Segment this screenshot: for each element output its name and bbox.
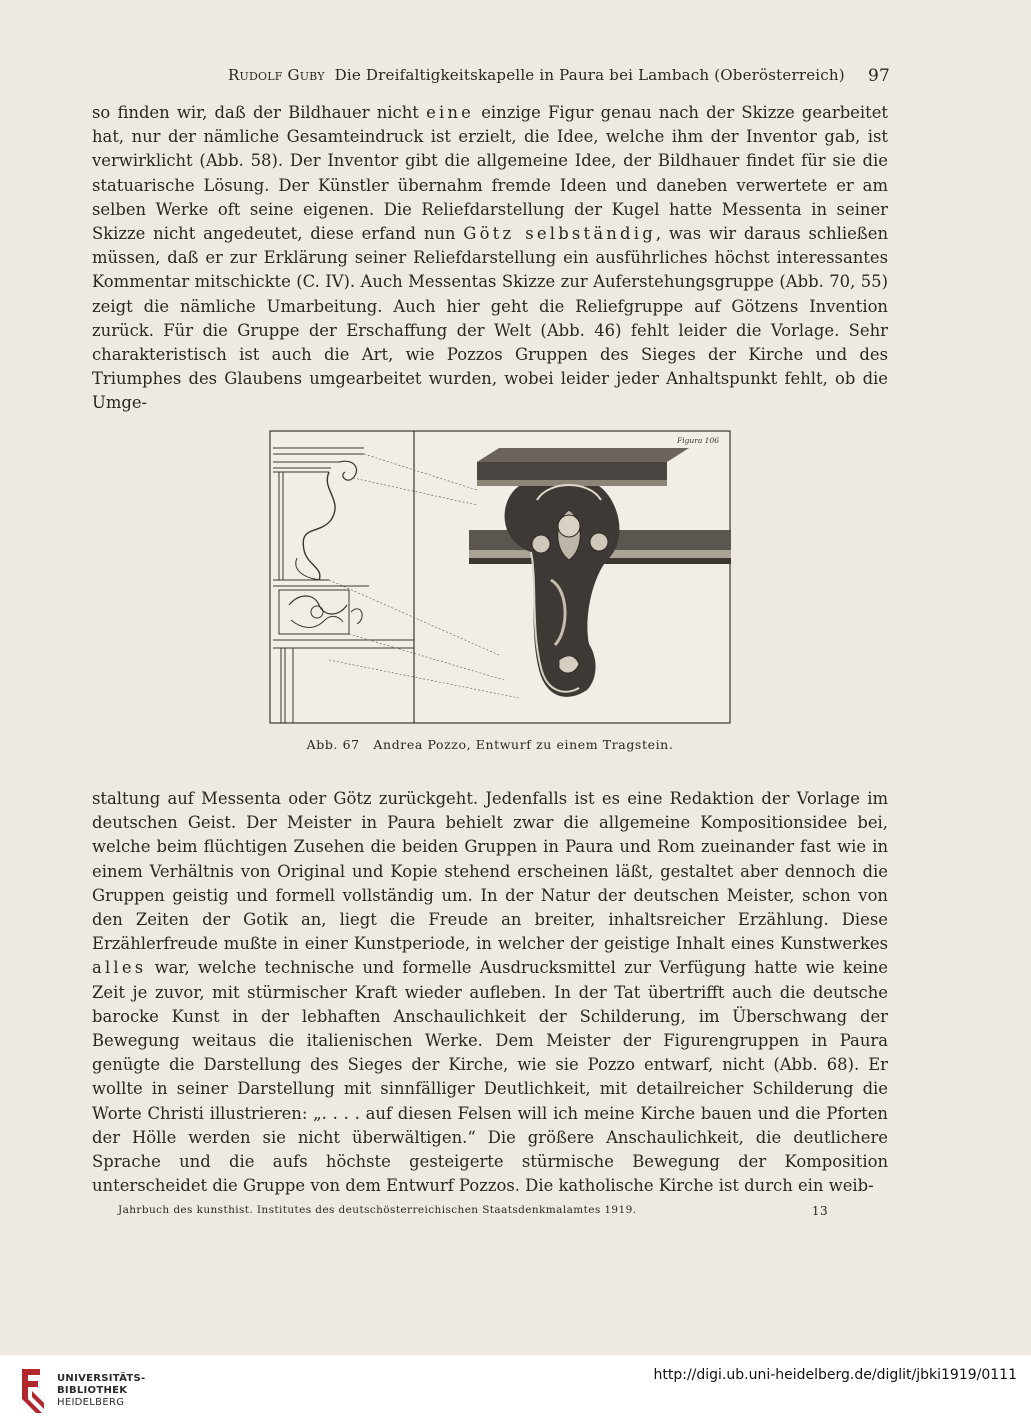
paragraph-1-part-b: einzige Figur genau nach der Skizze gearbeitet hat, nur der nämliche Gesamteindruck ist erzielt, die Idee, welche ihm der Inventor gab, ist verwirklicht (Abb. 58). Der Inventor gibt die allgemeine Idee, der Bildhauer findet für sie die statuarische Lösung. Der Künstler übernahm fremde Ideen und daneben verwertete er am selben Werke oft seine eigenen. Die Reliefdarstellung der Kugel hatte Messenta in seiner Skizze nicht angedeutet, diese erfand nun: [92, 103, 888, 244]
projection-lines: [329, 454, 519, 698]
paragraph-1: [92, 101, 888, 416]
library-name: [57, 1373, 146, 1409]
paragraph-2-part-b: war, welche technische und formelle Ausdrucksmittel zur Verfügung hatte wie keine Zeit je zuvor, mit stürmischer Kraft wieder aufleben. In der Tat übertrifft auch die deutsche barocke Kunst in der lebhaften Anschaulichkeit der Schilderung, im Überschwang der Bewegung weitaus die italienischen Werke. Dem Meister der Figurengruppen in Paura genügte die Darstellung des Sieges der Kirche, wie sie Pozzo entwarf, nicht (Abb. 68). Er wollte in seiner Darstellung mit sinnfälliger Deutlichkeit, mit detailreicher Schilderung die Worte Christi illustrieren: „. . . . auf diesen Felsen will ich meine Kirche bauen und die Pforten der Hölle werden sie nicht überwältigen.“ Die größere Anschaulichkeit, die deutlichere Sprache und die aufs höchste gesteigerte stürmische Bewegung der Komposition unterscheidet die Gruppe von dem Entwurf Pozzos. Die katholische Kirche ist durch ein weib-: [92, 958, 888, 1196]
figure-engraving: [269, 430, 731, 724]
permalink-url[interactable]: http://digi.ub.uni-heidelberg.de/diglit/jbki1919/0111: [653, 1367, 1017, 1383]
library-name-line3: HEIDELBERG: [57, 1397, 125, 1408]
library-name-line1: UNIVERSITÄTS-: [57, 1373, 146, 1384]
paragraph-1-part-a: so finden wir, daß der Bildhauer nicht: [92, 103, 427, 122]
page-footer: [118, 1204, 828, 1224]
emphasis-alles: alles: [92, 958, 147, 978]
library-banner: [0, 1355, 1031, 1428]
profile-elevation-drawing: [273, 448, 414, 723]
paragraph-1-part-c: , was wir daraus schließen müssen, daß er zur Erklärung seiner Reliefdarstellung ein ausführliches höchst interessantes Kommentar mitschickte (C. IV). Auch Messentas Skizze zur Auferstehungsgruppe (Abb. 70, 55) zeigt die nämliche Umarbeitung. Auch hier geht die Reliefgruppe auf Götzens Invention zurück. Für die Gruppe der Erschaffung der Welt (Abb. 46) fehlt leider die Vorlage. Sehr charakteristisch ist auch die Art, wie Pozzos Gruppen des Sieges der Kirche und des Triumphes des Glaubens umgearbeitet wurden, wobei leider jeder Anhaltspunkt fehlt, ob die Umge-: [92, 224, 889, 413]
running-title: [228, 66, 845, 84]
header-title: Die Dreifaltigkeitskapelle in Paura bei Lambach (Oberösterreich): [334, 66, 845, 84]
header-author: Rudolf Guby: [228, 66, 325, 84]
corbel-perspective-drawing: [469, 448, 731, 697]
paragraph-2-text: [92, 787, 888, 1198]
library-logo-icon: [16, 1365, 48, 1417]
sheet-signature: 13: [811, 1204, 828, 1218]
running-head: [100, 66, 890, 88]
journal-footnote: Jahrbuch des kunsthist. Institutes des deutschösterreichischen Staatsdenkmalamtes 1919.: [118, 1204, 637, 1216]
paragraph-1-text: [92, 101, 888, 416]
paragraph-2: [92, 787, 888, 1198]
plate-label: Figura 106: [677, 436, 719, 445]
paragraph-2-part-a: staltung auf Messenta oder Götz zurückgeht. Jedenfalls ist es eine Redaktion der Vorlage im deutschen Geist. Der Meister in Paura behielt zwar die allgemeine Kompositionsidee bei, welche beim flüchtigen Zusehen die beiden Gruppen in Paura und Rom zueinander fast wie in einem Verhältnis von Original und Kopie stehend erscheinen läßt, gestaltet aber dennoch die Gruppen geistig und formell vollständig um. In der Natur der deutschen Meister, schon von den Zeiten der Gotik an, liegt die Freude an breiter, inhaltsreicher Erzählung. Diese Erzählerfreude mußte in einer Kunstperiode, in welcher der geistige Inhalt eines Kunstwerkes: [92, 789, 888, 954]
library-name-line2: BIBLIOTHEK: [57, 1385, 128, 1396]
emphasis-eine: eine: [426, 103, 475, 122]
page-number: 97: [867, 66, 890, 86]
corbel-engraving-image: [269, 430, 731, 724]
emphasis-goetz: Götz selbständig: [463, 224, 656, 244]
figure-caption: Abb. 67 Andrea Pozzo, Entwurf zu einem Tragstein.: [306, 737, 674, 752]
